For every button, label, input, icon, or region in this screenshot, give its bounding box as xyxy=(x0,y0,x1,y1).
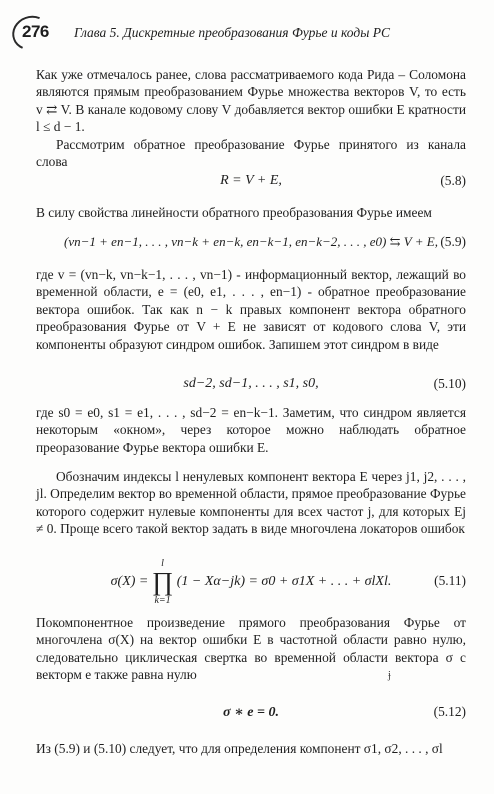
equation-5-8-number: (5.8) xyxy=(440,173,466,188)
paragraph-syndrome: где v = (vn−k, vn−k−1, . . . , vn−1) - информационный вектор, лежащий во временной области, e = (e0, e1, . . . , en−1) - обратное преобразование вектора ошибок. Так как n − k правых компонент вектора обратного преобразования Фурье от V + E не зависят от кодового слова V, эти компоненты образуют синдром ошибок. Запишем этот синдром в виде xyxy=(36,267,466,352)
equation-5-11-lhs: σ(X) = xyxy=(110,574,149,590)
paragraph-convolution: Покомпонентное произведение прямого преобразования Фурье от многочлена σ(X) на вектор ошибки E в частотной области равно нулю, следовательно циклическая свертка во временной области вектора σ с векторм e также равна нулю xyxy=(36,615,466,683)
paragraph-intro: Как уже отмечалось ранее, слова рассматриваемого кода Рида – Соломона являются прямым преобразованием Фурье множества векторов V, то есть v ⇄ V. В канале кодовому слову V добавляется вектор ошибки E кратности l ≤ d − 1. xyxy=(36,67,466,135)
equation-5-12 xyxy=(36,704,466,726)
equation-5-9-number: (5.9) xyxy=(440,234,466,249)
page-number-text: 276 xyxy=(22,22,49,41)
equation-5-12-number: (5.12) xyxy=(433,704,466,719)
equation-5-11-rhs: (1 − Xα−jk) = σ0 + σ1X + . . . + σlXl. xyxy=(176,574,392,590)
equation-5-10-formula: sd−2, sd−1, . . . , s1, s0, xyxy=(183,376,319,391)
product-symbol: ∏ xyxy=(151,567,174,596)
equation-5-8-formula: R = V + E, xyxy=(220,173,282,188)
paragraph-linearity: В силу свойства линейности обратного преобразования Фурье имеем xyxy=(36,205,432,220)
equation-5-8 xyxy=(36,173,466,195)
equation-5-11-product xyxy=(152,558,173,606)
page-header xyxy=(18,18,478,48)
equation-5-11 xyxy=(36,558,466,604)
equation-5-9-formula: (vn−1 + en−1, . . . , vn−k + en−k, en−k−1, en−k−2, . . . , e0) ⇆ V + E, xyxy=(64,234,438,249)
paragraph-inverse-transform: Рассмотрим обратное преобразование Фурье принятого из канала слова xyxy=(36,137,466,170)
paragraph-window: где s0 = e0, s1 = e1, . . . , sd−2 = en−k−1. Заметим, что синдром является некоторым «окном», через которое можно наблюдать обратное преоразование Фурье вектора ошибки E. xyxy=(36,405,466,455)
equation-5-10 xyxy=(36,376,466,398)
product-lower-limit: k=1 xyxy=(154,595,171,606)
paragraph-locator: Обозначим индексы l ненулевых компонент вектора E через j1, j2, . . . , jl. Определим вектор во временной области, прямое преобразование Фурье которого содержит нулевые компоненты для всех частот j, для которых Ej ≠ 0. Проще всего такой вектор задать в виде многочлена локаторов ошибок xyxy=(36,469,466,537)
paragraph-conclusion: Из (5.9) и (5.10) следует, что для определения компонент σ1, σ2, . . . , σl xyxy=(36,741,443,756)
equation-5-10-number: (5.10) xyxy=(433,376,466,391)
product-upper-limit: l xyxy=(161,558,164,569)
running-head: Глава 5. Дискретные преобразования Фурье и коды РС xyxy=(74,25,390,40)
equation-5-12-formula: σ ∗ e = 0. xyxy=(223,705,279,720)
stray-mark: ɉ xyxy=(388,670,391,681)
equation-5-9 xyxy=(36,234,466,256)
equation-5-11-number: (5.11) xyxy=(434,573,466,588)
equation-5-11-formula xyxy=(36,558,466,606)
page-number xyxy=(18,22,49,42)
